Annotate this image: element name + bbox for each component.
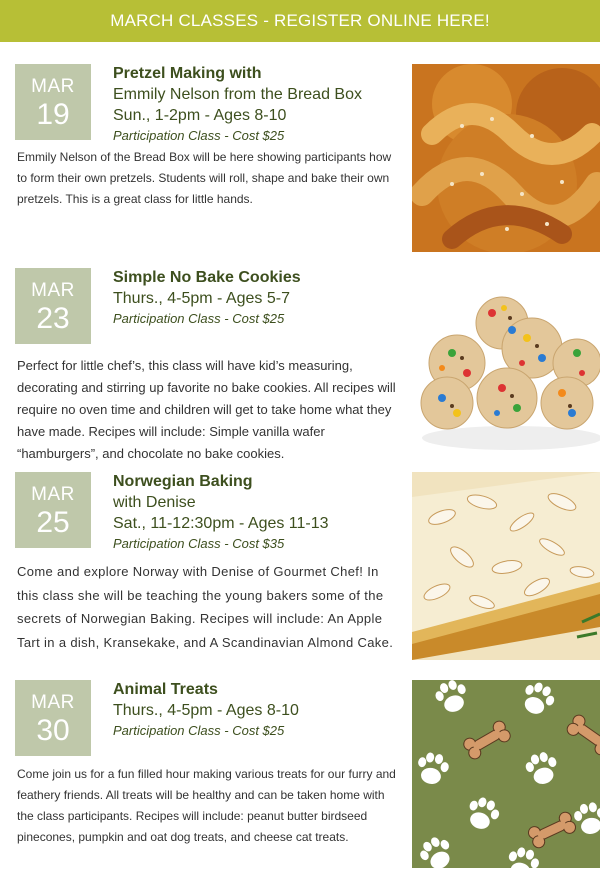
class-schedule: Thurs., 4-5pm - Ages 5-7 [113,290,290,307]
date-month: MAR [31,484,75,505]
date-box [15,268,91,344]
class-title: Norwegian Baking [113,473,253,490]
class-schedule: Sun., 1-2pm - Ages 8-10 [113,107,287,124]
date-day: 30 [36,714,70,747]
class-description: Come join us for a fun filled hour making various treats for our furry and feathery friends. All treats will be healthy and can be taken home with the class participants. Recipes will include: peanut butter birdseed pinecones, pumpkin and oat dog treats, and cheese cat treats. [17,767,396,844]
date-month: MAR [31,692,75,713]
register-online-link[interactable]: MARCH CLASSES - REGISTER ONLINE HERE! [110,11,490,30]
class-schedule: Sat., 11-12:30pm - Ages 11-13 [113,515,329,532]
class-description: Perfect for little chef’s, this class will have kid’s measuring, decorating and stirring up favorite no bake cookies. All recipes will require no oven time and children will get to take home what they have made. Recipes will include: Simple vanilla wafer “hamburgers”, and chocolate no bake cookies. [17,358,396,461]
date-day: 23 [36,302,70,335]
date-day: 19 [36,98,70,131]
date-box [15,64,91,140]
no-bake-cookies-photo [412,268,600,456]
register-banner[interactable] [0,0,600,42]
class-title: Pretzel Making with [113,65,262,82]
date-month: MAR [31,76,75,97]
almond-cake-photo [412,472,600,660]
class-cost: Participation Class - Cost $25 [113,311,285,326]
class-cost: Participation Class - Cost $25 [113,723,285,738]
class-instructor: with Denise [113,494,196,511]
class-instructor: Emmily Nelson from the Bread Box [113,86,362,103]
date-day: 25 [36,506,70,539]
date-month: MAR [31,280,75,301]
class-cost: Participation Class - Cost $25 [113,128,285,143]
class-description: Come and explore Norway with Denise of Gourmet Chef! In this class she will be teaching the young bakers some of the secrets of Norwegian Baking. Recipes will include: An Apple Tart in a dish, Kransekake, and A Scandinavian Almond Cake. [17,564,394,650]
pretzels-photo [412,64,600,252]
class-cost: Participation Class - Cost $35 [113,536,285,551]
date-box [15,472,91,548]
class-schedule: Thurs., 4-5pm - Ages 8-10 [113,702,299,719]
class-title: Simple No Bake Cookies [113,269,301,286]
class-description: Emmily Nelson of the Bread Box will be here showing participants how to form their own pretzels. Students will roll, shape and bake their own pretzels. This is a great class for little hands. [17,150,392,206]
paw-bone-pattern [412,680,600,868]
date-box [15,680,91,756]
class-title: Animal Treats [113,681,218,698]
